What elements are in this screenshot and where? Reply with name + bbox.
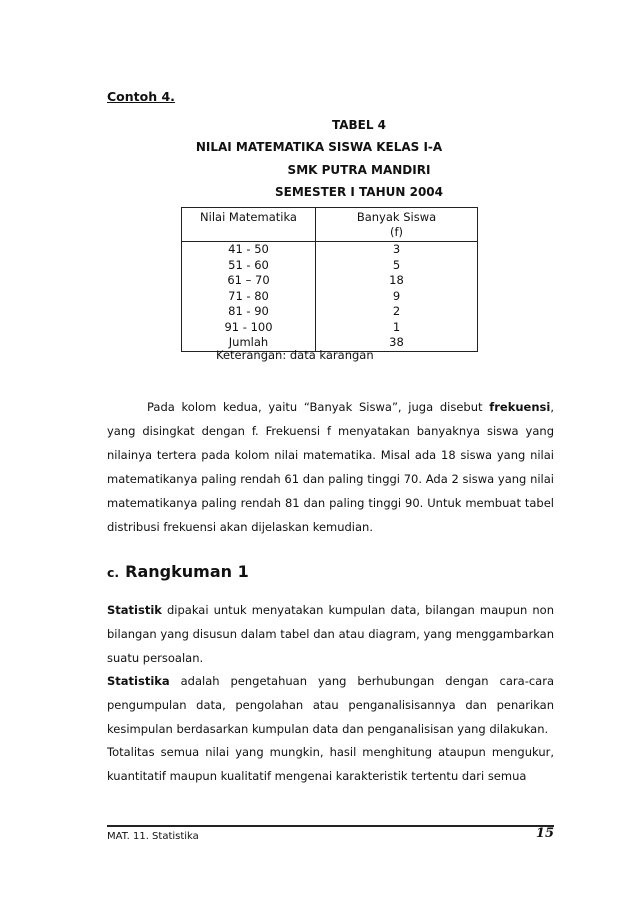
grade-range-cell: 91 - 100: [182, 320, 316, 336]
term-statistika: Statistika: [107, 674, 170, 688]
column-header-count-label: Banyak Siswa: [356, 210, 437, 224]
count-cell: 5: [316, 258, 478, 274]
total-label-cell: Jumlah: [182, 335, 316, 351]
table-row: [182, 258, 478, 274]
table-row: [182, 320, 478, 336]
footer-divider: [107, 825, 554, 827]
grade-range-cell: 81 - 90: [182, 304, 316, 320]
summary-statistik: [107, 598, 554, 670]
table-note: Keterangan: data karangan: [216, 348, 374, 362]
table-title: NILAI MATEMATIKA SISWA KELAS I-A: [195, 140, 443, 154]
column-header-grade: Nilai Matematika: [182, 208, 316, 242]
summary-statistika-text: adalah pengetahuan yang berhubungan dengan cara-cara pengumpulan data, pengolahan atau penganalisisannya dan penarikan kesimpulan berdasarkan kumpulan data dan penganalisisan yang dilakukan.: [107, 674, 554, 736]
table-row: [182, 304, 478, 320]
count-cell: 3: [316, 242, 478, 258]
frequency-table: [181, 207, 478, 352]
summary-statistika: [107, 669, 554, 741]
count-cell: 18: [316, 273, 478, 289]
page-number: 15: [535, 826, 554, 841]
summary-totalitas: Totalitas semua nilai yang mungkin, hasil menghitung ataupun mengukur, kuantitatif maupun kualitatif mengenai karakteristik tertentu dari semua: [107, 745, 554, 783]
table-number: TABEL 4: [331, 118, 387, 132]
grade-range-cell: 41 - 50: [182, 242, 316, 258]
table-semester: SEMESTER I TAHUN 2004: [274, 185, 443, 199]
table-header-row: [182, 208, 478, 242]
count-cell: 9: [316, 289, 478, 305]
section-letter: c.: [107, 565, 120, 580]
grade-range-cell: 61 – 70: [182, 273, 316, 289]
term-frekuensi: frekuensi: [489, 400, 551, 414]
paragraph-text-rest: , yang disingkat dengan f. Frekuensi f menyatakan banyaknya siswa yang nilainya tertera pada kolom nilai matematika. Misal ada 18 siswa yang nilai matematikanya paling rendah 61 dan paling tinggi 70. Ada 2 siswa yang nilai matematikanya paling rendah 81 dan paling tinggi 90. Untuk membuat tabel distribusi frekuensi akan dijelaskan kemudian.: [107, 400, 554, 534]
column-header-count: [316, 208, 478, 242]
term-statistik: Statistik: [107, 603, 162, 617]
section-title: Rangkuman 1: [125, 562, 249, 581]
grade-range-cell: 71 - 80: [182, 289, 316, 305]
table-row: [182, 289, 478, 305]
example-label: Contoh 4.: [107, 89, 175, 104]
section-heading: [107, 562, 249, 581]
grade-range-cell: 51 - 60: [182, 258, 316, 274]
count-cell: 2: [316, 304, 478, 320]
count-cell: 1: [316, 320, 478, 336]
table-row: [182, 242, 478, 258]
table-school: SMK PUTRA MANDIRI: [287, 163, 431, 177]
paragraph-frequency: [107, 395, 554, 539]
summary-statistik-text: dipakai untuk menyatakan kumpulan data, bilangan maupun non bilangan yang disusun dalam tabel dan atau diagram, yang menggambarkan suatu persoalan.: [107, 603, 554, 665]
total-value-cell: 38: [316, 335, 478, 351]
paragraph-text-start: Pada kolom kedua, yaitu “Banyak Siswa”, juga disebut: [147, 400, 490, 414]
table-row: [182, 273, 478, 289]
column-header-count-symbol: (f): [389, 225, 404, 239]
footer-module: MAT. 11. Statistika: [107, 831, 199, 842]
